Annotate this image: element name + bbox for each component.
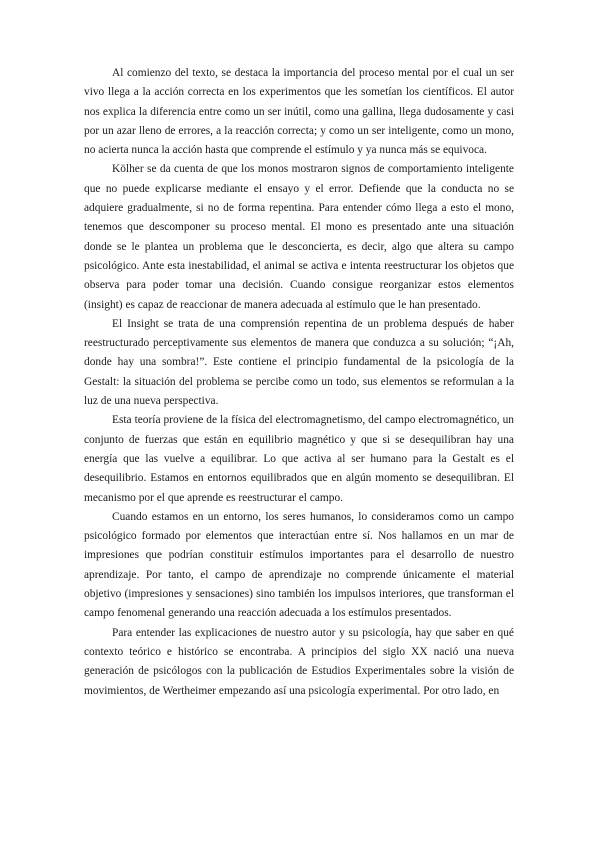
paragraph-2: Kölher se da cuenta de que los monos mostraron signos de comportamiento inteligente que no puede explicarse mediante el ensayo y el error. Defiende que la conducta no se adquiere gradualmente, si no de forma repentina. Para entender cómo llega a esto el mono, tenemos que descomponer su proceso mental. El mono es presentado ante una situación donde se le plantea un problema que le desconcierta, es decir, algo que altera su campo psicológico. Ante esta inestabilidad, el animal se activa e intenta reestructurar los objetos que observa para poder tomar una decisión. Cuando consigue reorganizar estos elementos (insight) es capaz de reaccionar de manera adecuada al estímulo que le han presentado. [84, 163, 514, 311]
paragraph-1: Al comienzo del texto, se destaca la importancia del proceso mental por el cual un ser vivo llega a la acción correcta en los experimentos que les sometían los científicos. El autor nos explica la diferencia entre como un ser inútil, como una gallina, llega dudosamente y casi por un azar lleno de errores, a la reacción correcta; y como un ser inteligente, como un mono, no acierta nunca la acción hasta que comprende el estímulo y ya nunca más se equivoca. [84, 67, 514, 157]
paragraph-6: Para entender las explicaciones de nuestro autor y su psicología, hay que saber en qué contexto teórico e histórico se encontraba. A principios del siglo XX nació una nueva generación de psicólogos con la publicación de Estudios Experimentales sobre la visión de movimientos, de Wertheimer empezando así una psicología experimental. Por otro lado, en [84, 626, 514, 697]
body-text [84, 64, 514, 701]
paragraph-3: El Insight se trata de una comprensión repentina de un problema después de haber reestructurado perceptivamente sus elementos de manera que conduzca a su solución; “¡Ah, donde hay una sombra!”. Este contiene el principio fundamental de la psicología de la Gestalt: la situación del problema se percibe como un todo, sus elementos se reformulan a la luz de una nueva perspectiva. [84, 317, 514, 408]
paragraph-4: Esta teoría proviene de la física del electromagnetismo, del campo electromagnético, un conjunto de fuerzas que están en equilibrio magnético y que si se desequilibran hay una energía que las vuelve a equilibrar. Lo que activa al ser humano para la Gestalt es el desequilibrio. Estamos en entornos equilibrados que en algún momento se desequilibran. El mecanismo por el que aprende es reestructurar el campo. [84, 414, 514, 504]
paragraph-5: Cuando estamos en un entorno, los seres humanos, lo consideramos como un campo psicológico formado por elementos que interactúan entre sí. Nos hallamos en un mar de impresiones que podrían constituir estímulos importantes para el desarrollo de nuestro aprendizaje. Por tanto, el campo de aprendizaje no comprende únicamente el material objetivo (impresiones y sensaciones) sino también los impulsos interiores, que transforman el campo fenomenal generando una reacción adecuada a los estímulos presentados. [84, 510, 514, 620]
